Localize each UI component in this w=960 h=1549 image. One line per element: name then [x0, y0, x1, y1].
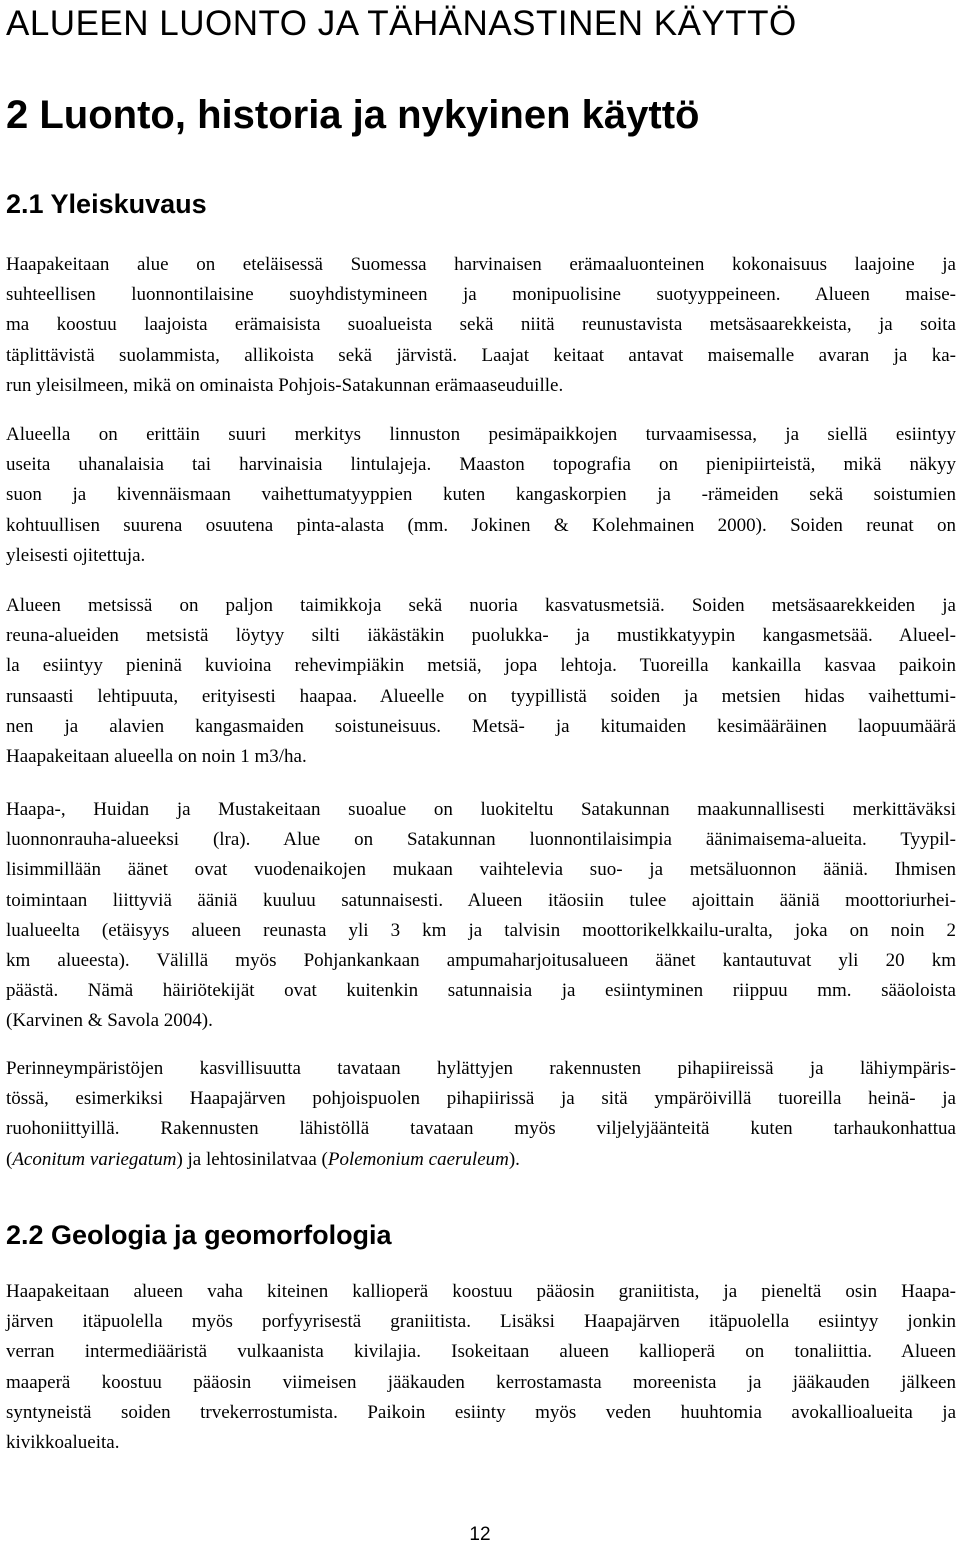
text-line: maaperä koostuu pääosin viimeisen jääkauden kerrostamasta moreenista ja jääkauden jälkeen	[6, 1371, 956, 1393]
text-line: lisimmillään äänet ovat vuodenaikojen mukaan vaihtelevia suo- ja metsäluonnon ääniä. Ihmisen	[6, 859, 956, 881]
paragraph	[6, 795, 956, 1037]
text-line: la esiintyy pieninä kuvioina rehevimpiäkin metsiä, jopa lehtoja. Tuoreilla kankailla kasvaa paikoin	[6, 655, 956, 677]
text-line: lualueelta (etäisyys alueen reunasta yli 3 km ja talvisin moottorikelkkailu-uralta, joka on noin 2	[6, 919, 956, 941]
species-name: Polemonium caeruleum	[327, 1148, 509, 1170]
text-line: Alueen metsissä on paljon taimikkoja sekä nuoria kasvatusmetsiä. Soiden metsäsaarekkeiden ja	[6, 595, 956, 616]
text-line: Haapa-, Huidan ja Mustakeitaan suoalue on luokiteltu Satakunnan maakunnallisesti merkittäväksi	[6, 799, 956, 820]
paragraph	[6, 1277, 956, 1458]
text-line: runsaasti lehtipuuta, erityisesti haapaa. Alueelle on tyypillistä soiden ja metsien hidas vaihettumi-	[6, 685, 956, 707]
text-line: toimintaan liittyviä ääniä kuuluu satunnaisesti. Alueen itäosiin tulee ajoittain ääniä moottoriurhei-	[6, 889, 956, 911]
text-line: tössä, esimerkiksi Haapajärven pohjoispuolen pihapiirissä ja sitä ympäröivillä tuoreilla heinä- ja	[6, 1088, 956, 1110]
text-line: Haapakeitaan alueen vaha kiteinen kallioperä koostuu pääosin graniitista, ja pieneltä osin Haapa-	[6, 1281, 956, 1302]
text-line: Perinneympäristöjen kasvillisuutta tavataan hylättyjen rakennusten pihapiireissä ja lähiympäris-	[6, 1058, 956, 1079]
text-line: suon ja kivennäismaan vaihettumatyyppien kuten kangaskorpien ja -rämeiden sekä soistumien	[6, 484, 956, 506]
text-line: useita uhanalaisia tai harvinaisia lintulajeja. Maaston topografia on pienipiirteistä, mikä näkyy	[6, 454, 956, 476]
text-line: Haapakeitaan alueella on noin 1 m3/ha.	[6, 746, 307, 768]
text-line: (Karvinen & Savola 2004).	[6, 1010, 213, 1032]
text-line: verran intermediääristä vulkaanista kivilajia. Isokeitaan alueen kallioperä on tonaliittia. Alueen	[6, 1341, 956, 1363]
text-run: ) ja lehtosinilatvaa (	[176, 1148, 328, 1170]
text-line: suhteellisen luonnontilaisine suoyhdistymineen ja monipuolisine suotyyppeineen. Alueen maise-	[6, 284, 956, 306]
text-run: (	[6, 1148, 13, 1170]
chapter-title: 2 Luonto, historia ja nykyinen käyttö	[6, 93, 700, 137]
species-name: Aconitum variegatum	[12, 1148, 177, 1170]
paragraph	[6, 591, 956, 772]
paragraph	[6, 1054, 956, 1175]
paragraph	[6, 250, 956, 401]
text-line: kivikkoalueita.	[6, 1432, 120, 1454]
text-line: run yleisilmeen, mikä on ominaista Pohjois-Satakunnan erämaaseuduille.	[6, 374, 564, 396]
section-title: 2.2 Geologia ja geomorfologia	[6, 1220, 392, 1250]
text-line: nen ja alavien kangasmaiden soistuneisuus. Metsä- ja kitumaiden kesimääräinen laopuumäärä	[6, 715, 956, 737]
paragraph	[6, 420, 956, 571]
running-header: ALUEEN LUONTO JA TÄHÄNASTINEN KÄYTTÖ	[6, 4, 797, 43]
text-line: täplittävistä suolammista, allikoista sekä järvistä. Laajat keitaat antavat maisemalle avaran ja ka-	[6, 344, 956, 366]
text-line: yleisesti ojitettuja.	[6, 544, 146, 566]
text-line: kohtuullisen suurena osuutena pinta-alasta (mm. Jokinen & Kolehmainen 2000). Soiden reunat on	[6, 514, 956, 536]
text-run: ).	[508, 1148, 520, 1170]
text-line: syntyneistä soiden trvekerrostumista. Paikoin esiinty myös veden huuhtomia avokallioalueita ja	[6, 1401, 956, 1423]
text-line: luonnonrauha-alueeksi (lra). Alue on Satakunnan luonnontilaisimpia äänimaisema-alueita. Tyypil-	[6, 829, 956, 851]
text-line: Alueella on erittäin suuri merkitys linnuston pesimäpaikkojen turvaamisessa, ja siellä esiintyy	[6, 424, 956, 445]
text-line: järven itäpuolella myös porfyyrisestä graniitista. Lisäksi Haapajärven itäpuolella esiintyy jonkin	[6, 1311, 956, 1333]
section-title: 2.1 Yleiskuvaus	[6, 189, 207, 219]
text-line: km alueesta). Välillä myös Pohjankankaan ampumaharjoitusalueen äänet kantautuvat yli 20 km	[6, 950, 956, 972]
text-line: Haapakeitaan alue on eteläisessä Suomessa harvinaisen erämaaluonteinen kokonaisuus laajoine ja	[6, 254, 956, 275]
text-line	[6, 1145, 956, 1175]
page-number: 12	[469, 1524, 491, 1545]
text-line: ma koostuu laajoista erämaisista suoalueista sekä niitä reunustavista metsäsaarekkeista, ja soita	[6, 314, 956, 336]
text-line: ruohoniittyillä. Rakennusten lähistöllä tavataan myös viljelyjäänteitä kuten tarhaukonhattua	[6, 1118, 956, 1140]
text-line: päästä. Nämä häiriötekijät ovat kuitenkin satunnaisia ja esiintyminen riippuu mm. sääoloista	[6, 980, 956, 1002]
text-line: reuna-alueiden metsistä löytyy silti iäkästäkin puolukka- ja mustikkatyypin kangasmetsää. Alueel-	[6, 625, 956, 647]
